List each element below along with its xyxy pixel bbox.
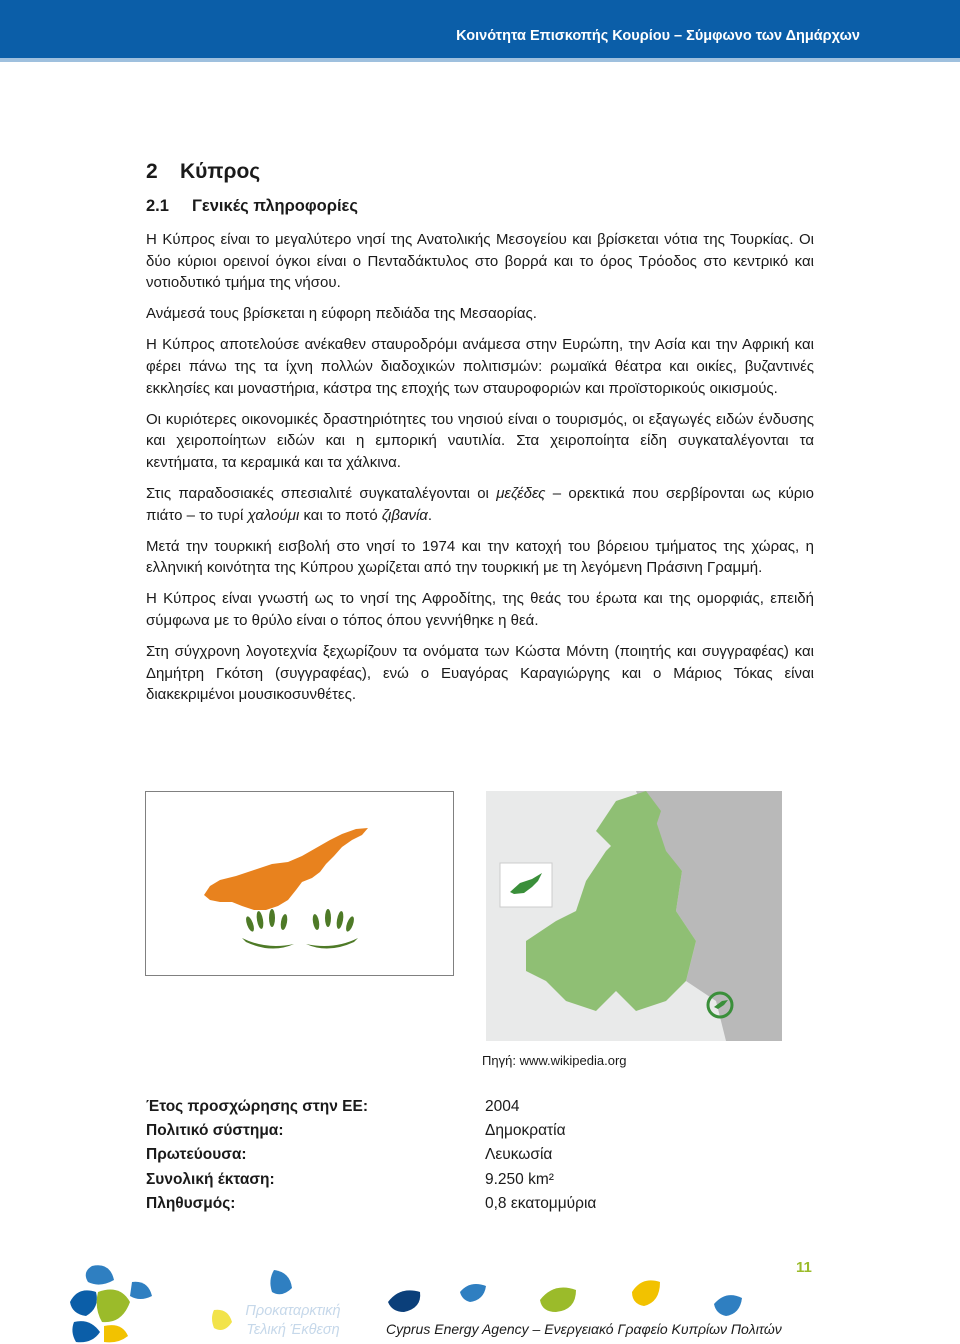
paragraph-cuisine [146,483,814,526]
cuisine-text-e: και το ποτό [299,506,382,524]
leaf-decoration-icon [210,1306,234,1336]
europe-map-svg [486,791,782,1041]
section-heading [146,160,260,184]
page-number: 11 [796,1259,812,1276]
header-divider [0,58,960,62]
section-title: Κύπρος [180,160,261,183]
leaf-decoration-icon [628,1276,664,1310]
paragraph-history: Η Κύπρος αποτελούσε ανέκαθεν σταυροδρόμι ανάμεσα στην Ευρώπη, την Ασία και την Αφρική και φέρει πάνω της τα ίχνη πολλών διαδοχικών πολιτισμών: ρωμαϊκά θέατρα και οικίες, βυζαντινές εκκλησίες και μοναστήρια, κάστρα της εποχής των σταυροφοριών και προϊστορικούς οικισμούς. [146,336,814,397]
fact-label: Πολιτικό σύστημα: [146,1122,284,1140]
subsection-title: Γενικές πληροφορίες [192,197,358,215]
fact-value: 0,8 εκατομμύρια [485,1194,597,1212]
leaf-decoration-icon [458,1280,488,1304]
fact-label: Έτος προσχώρησης στην ΕΕ: [146,1098,369,1115]
cuisine-term-halloumi: χαλούμι [247,506,300,524]
fact-value: 2004 [485,1098,520,1115]
paragraph-culture: Στη σύγχρονη λογοτεχνία ξεχωρίζουν τα ονόματα των Κώστα Μόντη (ποιητής και συγγραφέας) και Δημήτρη Γκότση (συγγραφέας), ενώ ο Ευαγόρας Καραγιώργης και ο Μάριος Τόκας είναι διακεκριμένοι μουσικοσυνθέτες. [146,643,814,704]
covenant-logo-icon [70,1262,190,1344]
cuisine-text-c: – ορεκτικά που σερβίρονται ως κύριο πιάτο – το τυρί [146,484,814,524]
paragraph-mesaoria: Ανάμεσά τους βρίσκεται η εύφορη πεδιάδα της Μεσαορίας. [146,305,537,323]
fact-value: Δημοκρατία [485,1122,566,1140]
leaf-decoration-icon [536,1282,580,1316]
leaf-decoration-icon [268,1268,296,1302]
footer-agency: Cyprus Energy Agency – Ενεργειακό Γραφείο Κυπρίων Πολιτών [386,1321,782,1337]
leaf-decoration-icon [386,1286,426,1316]
fact-value: Λευκωσία [485,1146,553,1164]
body-text [146,229,814,715]
flag-olive-branches [242,909,358,949]
cuisine-term-mezedes: μεζέδες [496,484,546,502]
subsection-number: 2.1 [146,197,169,215]
header-title: Κοινότητα Επισκοπής Κουρίου – Σύμφωνο των Δημάρχων [456,28,860,44]
fact-label: Πληθυσμός: [146,1194,236,1212]
fact-label: Πρωτεύουσα: [146,1146,247,1164]
cuisine-text-g: . [427,506,432,524]
cyprus-flag-svg [146,792,453,975]
subsection-heading [146,197,358,216]
paragraph-invasion: Μετά την τουρκική εισβολή στο νησί το 1974 και την κατοχή του βόρειου τμήματος της χώρας, η ελληνική κοινότητα της Κύπρου χωρίζεται από την τουρκική με τη λεγόμενη Πράσινη Γραμμή. [146,537,814,577]
flag-island-shape [204,828,368,910]
cuisine-term-zivania: ζιβανία [381,506,428,524]
paragraph-economy: Οι κυριότερες οικονομικές δραστηριότητες του νησιού είναι ο τουρισμός, οι εξαγωγές ειδών ένδυσης και χειροποίητων ειδών και η εμπορική ναυτιλία. Στα χειροποίητα είδη συγκαταλέγονται τα κεντήματα, τα κεραμικά και τα χάλκινα. [146,410,814,471]
leaf-decoration-icon [712,1290,744,1318]
paragraph-aphrodite: Η Κύπρος είναι γνωστή ως το νησί της Αφροδίτης, της θεάς του έρωτα και της ομορφιάς, επειδή σύμφωνα με το θρύλο είναι ο τόπος όπου γεννήθηκε η θεά. [146,590,814,629]
cyprus-flag-image [145,791,454,976]
fact-label: Συνολική έκταση: [146,1170,275,1188]
image-source-caption: Πηγή: www.wikipedia.org [482,1053,627,1068]
cuisine-text-a: Στις παραδοσιακές σπεσιαλιτέ συγκαταλέγονται οι [146,484,497,502]
report-stage-line2: Τελική Έκθεση [246,1322,340,1338]
paragraph-geography: Η Κύπρος είναι το μεγαλύτερο νησί της Ανατολικής Μεσογείου και βρίσκεται νότια της Τουρκίας. Οι δύο κύριοι ορεινοί όγκοι είναι ο Πενταδάκτυλος στο βορρά και το όρος Τρόοδος στο κεντρικό και νοτιοδυτικό τμήμα της νήσου. [146,231,814,292]
fact-value: 9.250 km² [485,1170,554,1188]
report-stage-line1: Προκαταρκτική [245,1303,341,1319]
section-number: 2 [146,160,158,183]
report-stage-label [238,1302,348,1340]
europe-locator-map [486,791,782,1041]
